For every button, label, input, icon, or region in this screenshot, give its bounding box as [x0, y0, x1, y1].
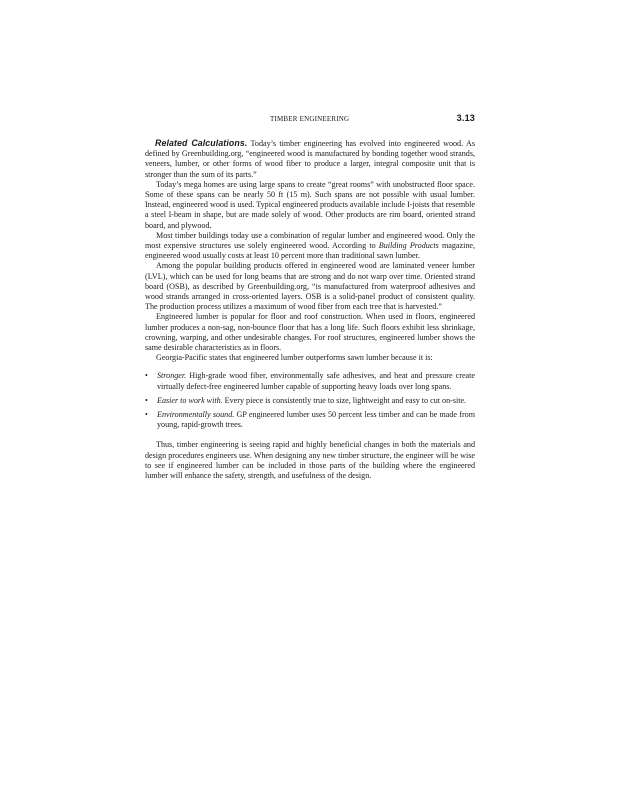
paragraph-text: Most timber buildings today use a combination of regular lumber and engineered wood. Only the most expensive structures use solely engineered wood. According to [145, 230, 475, 251]
bullet-icon: • [145, 410, 148, 420]
bullet-text: High-grade wood fiber, environmentally safe adhesives, and heat and pressure create virtually defect-free engineered lumber capable of supporting heavy loads over long spans. [157, 371, 475, 391]
running-head [145, 113, 475, 127]
bullet-term: Environmentally sound. [157, 410, 235, 420]
list-item [145, 371, 475, 391]
paragraph-text: magazine, engineered wood usually costs at least 10 percent more than traditional sawn lumber. [145, 241, 475, 261]
page-number: 3.13 [456, 113, 475, 123]
bullet-term: Easier to work with. [157, 395, 223, 405]
paragraph-popular-products: Among the popular building products offered in engineered wood are laminated veneer lumber (LVL), which can be used for long beams that are strong and do not warp over time. Oriented strand board (OSB), as described by Greenbuilding.org, “is manufactured from waterproof adhesives and wood strands arranged in cross-oriented layers. OSB is a solid-panel product of consistent quality. The production process utilizes a maximum of wood fiber from each tree that is harvested.” [145, 261, 475, 312]
bullet-icon: • [145, 395, 148, 405]
bullet-list [145, 371, 475, 430]
paragraph-text: Today’s timber engineering has evolved into engineered wood. As defined by Greenbuilding.org, “engineered wood is manufactured by bonding together wood strands, veneers, lumber, or other forms of wood fiber to produce a larger, integral composite unit that is stronger than the sum of its parts.” [145, 139, 475, 179]
paragraph-georgia-pacific: Georgia-Pacific states that engineered lumber outperforms sawn lumber because it is: [156, 353, 433, 363]
paragraph-closing: Thus, timber engineering is seeing rapid and highly beneficial changes in both the materials and design procedures engineers use. When designing any new timber structure, the engineer will be wise to see if engineered lumber can be included in those parts of the building where the engineered lumber will enhance the safety, strength, and usefulness of the design. [145, 440, 475, 481]
run-in-heading: Related Calculations. [155, 138, 248, 148]
bullet-text: Every piece is consistently true to size, lightweight and easy to cut on-site. [222, 395, 467, 405]
bullet-text: GP engineered lumber uses 50 percent less timber and can be made from young, rapid-growth trees. [157, 410, 475, 430]
list-item [145, 410, 475, 430]
paragraph-floor-roof: Engineered lumber is popular for floor and roof construction. When used in floors, engineered lumber produces a non-sag, non-bounce floor that has a long life. Such floors exhibit less shrinkage, crowning, warping, and other undesirable changes. For roof structures, engineered lumber shows the same desirable characteristics as in floors. [145, 312, 475, 353]
paragraph-combination [145, 231, 475, 262]
bullet-term: Stronger. [157, 371, 187, 381]
running-head-title: TIMBER ENGINEERING [270, 115, 350, 123]
paragraph-mega-homes: Today’s mega homes are using large spans to create “great rooms” with unobstructed floor space. Some of these spans can be nearly 50 ft (15 m). Such spans are not possible with usual lumber. Instead, engineered wood is used. Typical engineered products available include I-joists that resemble a steel I-beam in shape, but are made solely of wood. Other products are rim board, oriented strand board, and plywood. [145, 179, 475, 230]
magazine-title: Building Products [378, 241, 439, 251]
body-text [145, 138, 475, 481]
list-item [145, 396, 475, 406]
bullet-icon: • [145, 371, 148, 381]
paragraph-related-calculations [145, 138, 475, 180]
